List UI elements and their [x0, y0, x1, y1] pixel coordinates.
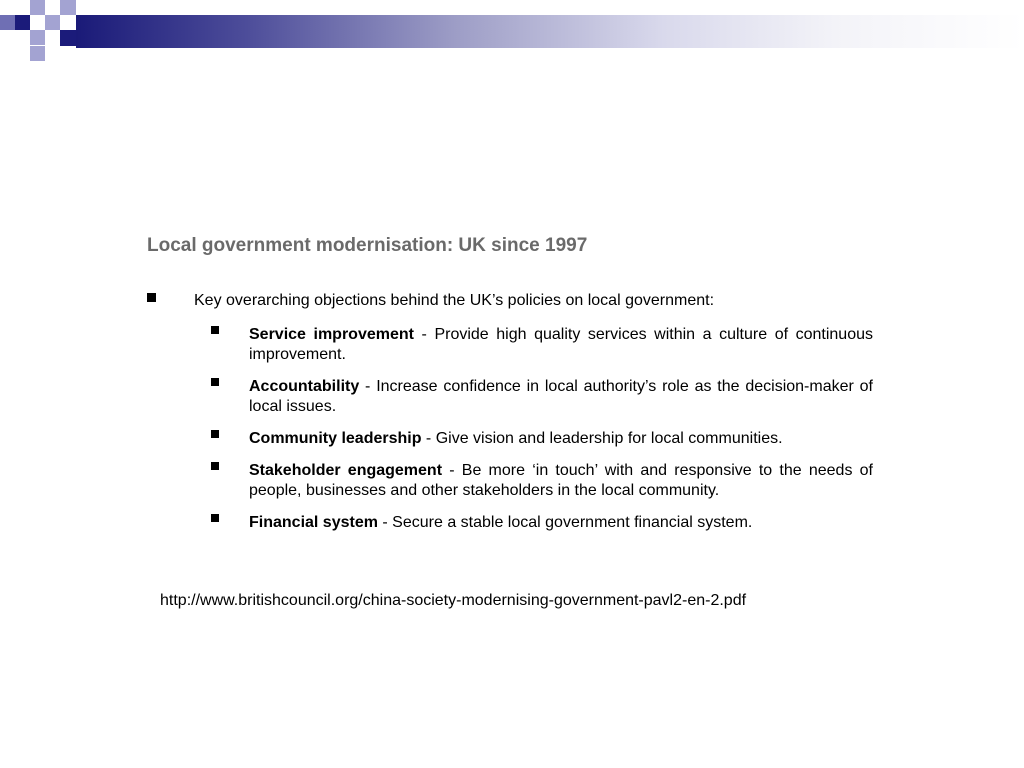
- bullet-square: [211, 462, 219, 470]
- item-description: - Give vision and leadership for local communities.: [421, 430, 783, 447]
- bullet-square: [211, 326, 219, 334]
- decor-square: [30, 30, 45, 45]
- bullet-square: [211, 378, 219, 386]
- list-item: [211, 377, 873, 417]
- item-description: - Be more ‘in touch’ with and responsive to the needs of people, businesses and other stakeholders in the local community.: [249, 462, 873, 499]
- header-gradient-bar: [76, 15, 1024, 48]
- item-term: Financial system: [249, 514, 378, 531]
- item-description: - Increase confidence in local authority’s role as the decision-maker of local issues.: [249, 378, 873, 415]
- list-item: [211, 325, 873, 365]
- item-description: - Provide high quality services within a culture of continuous improvement.: [249, 326, 873, 363]
- bullet-square: [211, 430, 219, 438]
- list-item: [211, 513, 873, 533]
- item-description: - Secure a stable local government financial system.: [377, 514, 753, 531]
- item-term: Accountability: [249, 378, 360, 395]
- decor-square: [30, 0, 45, 15]
- decor-square: [30, 46, 45, 61]
- bullet-square: [211, 514, 219, 522]
- decor-square: [15, 15, 30, 30]
- list-item: [211, 461, 873, 501]
- item-term: Service improvement: [249, 326, 414, 343]
- main-bullet-text: Key overarching objections behind the UK’s policies on local government:: [194, 292, 715, 309]
- bullet-square: [147, 293, 156, 302]
- decor-square: [0, 15, 15, 30]
- decor-square: [45, 15, 60, 30]
- source-link[interactable]: http://www.britishcouncil.org/china-society-modernising-government-pavl2-en-2.pdf: [160, 592, 747, 609]
- decor-square: [60, 0, 76, 15]
- item-term: Community leadership: [249, 430, 422, 447]
- item-term: Stakeholder engagement: [249, 462, 443, 479]
- main-bullet: [147, 291, 877, 311]
- slide-title: Local government modernisation: UK since 1997: [147, 235, 588, 256]
- decor-square: [60, 30, 76, 46]
- list-item: [211, 429, 873, 449]
- objectives-list: [211, 325, 873, 545]
